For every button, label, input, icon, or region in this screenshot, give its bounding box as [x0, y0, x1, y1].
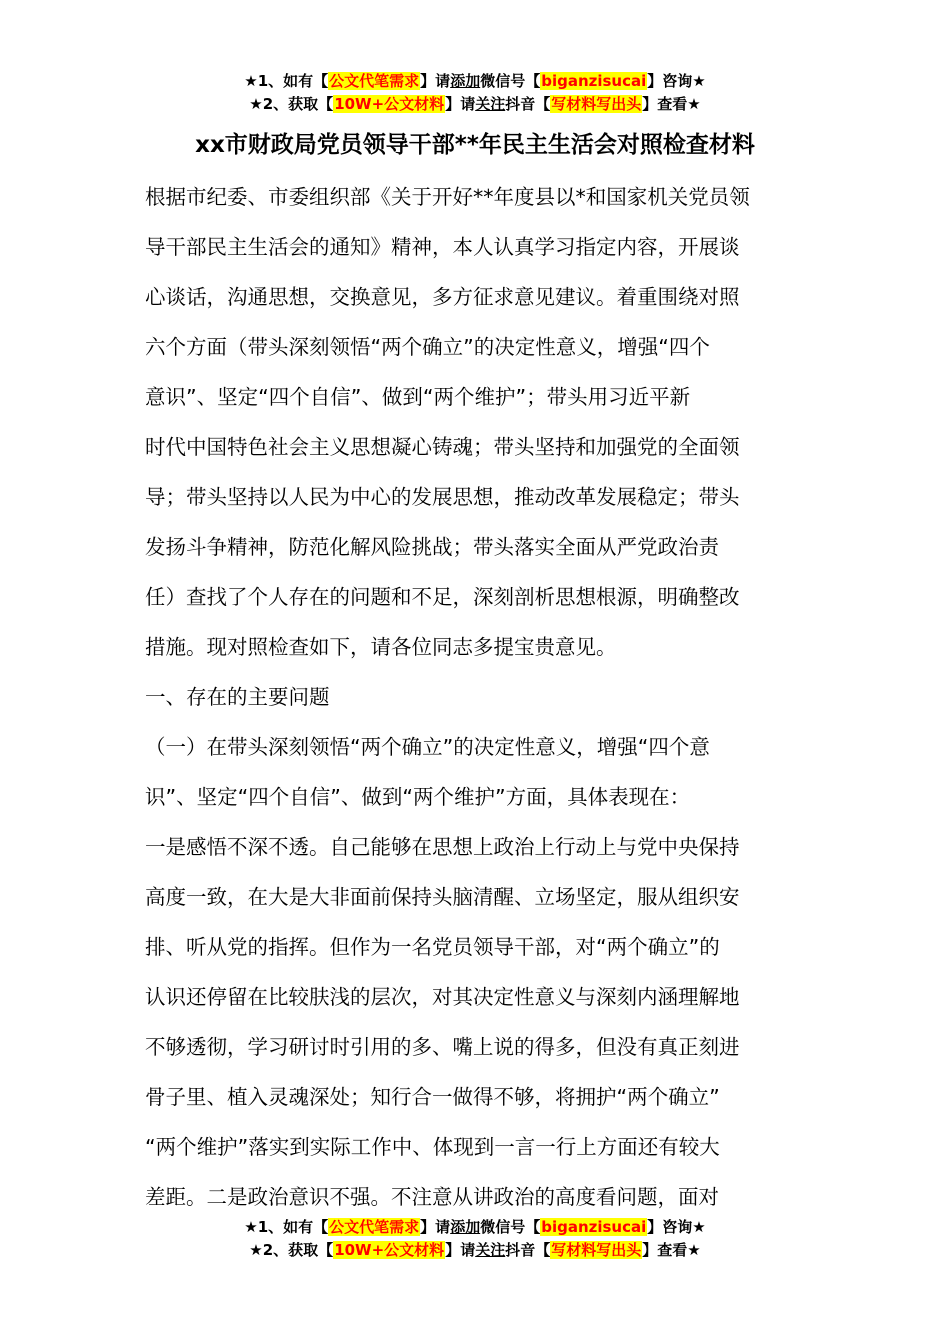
- document-title: xx市财政局党员领导干部**年民主生活会对照检查材料: [195, 132, 755, 158]
- body-line: 发扬斗争精神，防范化解风险挑战；带头落实全面从严党政治责: [145, 535, 719, 559]
- promo-highlight: 写材料写出头: [551, 1241, 642, 1259]
- promo-highlight: 公文代笔需求: [329, 72, 420, 90]
- body-line: 任）查找了个人存在的问题和不足，深刻剖析思想根源，明确整改: [145, 585, 740, 609]
- body-line: 不够透彻，学习研讨时引用的多、嘴上说的得多，但没有真正刻进: [145, 1035, 740, 1059]
- promo-text: ★1、如有【: [244, 72, 329, 90]
- promo-text: 微信号【: [480, 1218, 541, 1236]
- promo-underlined: 关注: [475, 1241, 506, 1259]
- promo-line-2: [0, 93, 950, 116]
- body-line: 差距。二是政治意识不强。不注意从讲政治的高度看问题，面对: [145, 1185, 719, 1209]
- promo-text: 】请: [420, 72, 451, 90]
- body-line: 导干部民主生活会的通知》精神，本人认真学习指定内容，开展谈: [145, 235, 740, 259]
- promo-text: ★2、获取【: [249, 95, 334, 113]
- body-line: （一）在带头深刻领悟“两个确立”的决定性意义，增强“四个意: [145, 735, 710, 759]
- promo-underlined: 添加: [450, 1218, 481, 1236]
- body-line: 心谈话，沟通思想，交换意见，多方征求意见建议。着重围绕对照: [145, 285, 740, 309]
- promo-text: ★2、获取【: [249, 1241, 334, 1259]
- promo-highlight: biganzisucai: [541, 72, 647, 90]
- promo-line-2: [0, 1239, 950, 1262]
- promo-text: 】咨询★: [647, 72, 706, 90]
- promo-text: 】请: [445, 1241, 476, 1259]
- body-line: 六个方面（带头深刻领悟“两个确立”的决定性意义，增强“四个: [145, 335, 710, 359]
- document-body: [145, 172, 810, 1222]
- promo-line-1: [0, 1216, 950, 1239]
- body-line: 认识还停留在比较肤浅的层次，对其决定性意义与深刻内涵理解地: [145, 985, 740, 1009]
- promo-text: 】请: [445, 95, 476, 113]
- footer-promo-banner: [0, 1216, 950, 1262]
- promo-text: 抖音【: [505, 1241, 551, 1259]
- promo-highlight: biganzisucai: [541, 1218, 647, 1236]
- body-line: 时代中国特色社会主义思想凝心铸魂；带头坚持和加强党的全面领: [145, 435, 740, 459]
- body-line: 识”、坚定“四个自信”、做到“两个维护”方面，具体表现在：: [145, 785, 691, 809]
- body-line: “两个维护”落实到实际工作中、体现到一言一行上方面还有较大: [145, 1135, 720, 1159]
- body-line: 骨子里、植入灵魂深处；知行合一做得不够，将拥护“两个确立”: [145, 1085, 720, 1109]
- promo-text: 抖音【: [505, 95, 551, 113]
- promo-highlight: 10W+公文材料: [334, 1241, 445, 1259]
- body-line: 意识”、坚定“四个自信”、做到“两个维护”；带头用习近平新: [145, 385, 691, 409]
- promo-underlined: 添加: [450, 72, 481, 90]
- promo-line-1: [0, 70, 950, 93]
- promo-highlight: 10W+公文材料: [334, 95, 445, 113]
- promo-text: 】请: [420, 1218, 451, 1236]
- body-line: 一是感悟不深不透。自己能够在思想上政治上行动上与党中央保持: [145, 835, 740, 859]
- body-line: 排、听从党的指挥。但作为一名党员领导干部，对“两个确立”的: [145, 935, 720, 959]
- body-line: 高度一致，在大是大非面前保持头脑清醒、立场坚定，服从组织安: [145, 885, 740, 909]
- promo-text: 】查看★: [642, 1241, 701, 1259]
- promo-highlight: 公文代笔需求: [329, 1218, 420, 1236]
- promo-underlined: 关注: [475, 95, 506, 113]
- promo-highlight: 写材料写出头: [551, 95, 642, 113]
- header-promo-banner: [0, 70, 950, 116]
- body-line: 根据市纪委、市委组织部《关于开好**年度县以*和国家机关党员领: [145, 185, 750, 209]
- body-line: 措施。现对照检查如下，请各位同志多提宝贵意见。: [145, 635, 617, 659]
- section-heading: 一、存在的主要问题: [145, 685, 330, 709]
- body-line: 导；带头坚持以人民为中心的发展思想，推动改革发展稳定；带头: [145, 485, 740, 509]
- promo-text: 】查看★: [642, 95, 701, 113]
- promo-text: ★1、如有【: [244, 1218, 329, 1236]
- promo-text: 】咨询★: [647, 1218, 706, 1236]
- promo-text: 微信号【: [480, 72, 541, 90]
